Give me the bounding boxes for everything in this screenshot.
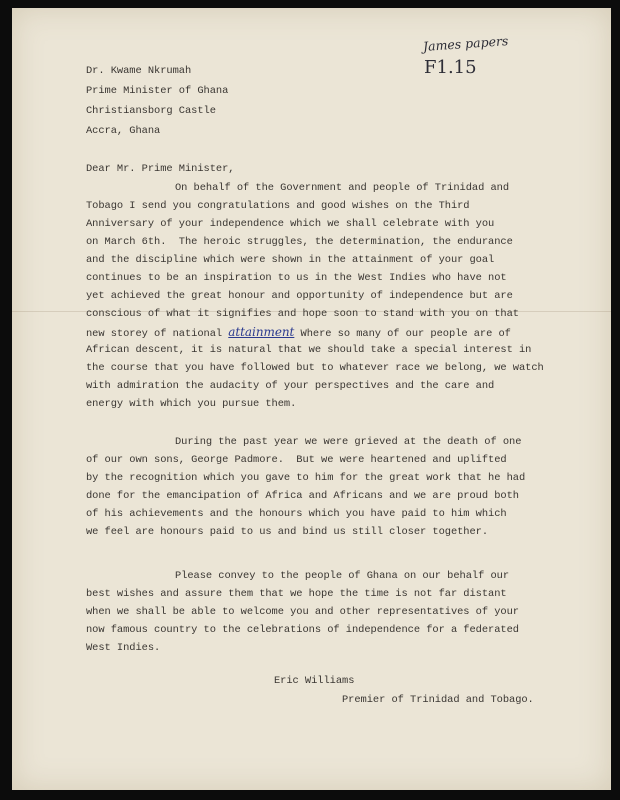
paragraph-line: the course that you have followed but to whatever race we belong, we watch <box>86 362 544 374</box>
address-line: Christiansborg Castle <box>86 105 216 117</box>
paragraph-line: now famous country to the celebrations of independence for a federated <box>86 624 519 636</box>
paragraph-line: of our own sons, George Padmore. But we were heartened and uplifted <box>86 454 507 466</box>
paragraph-line: African descent, it is natural that we should take a special interest in <box>86 344 532 356</box>
paragraph-line: we feel are honours paid to us and bind us still closer together. <box>86 526 489 538</box>
archive-annotation-line1: James papers <box>422 33 509 54</box>
paragraph-line: energy with which you pursue them. <box>86 398 297 410</box>
paragraph-line: best wishes and assure them that we hope the time is not far distant <box>86 588 507 600</box>
paragraph-line: During the past year we were grieved at the death of one <box>175 436 522 448</box>
paragraph-line: On behalf of the Government and people of Trinidad and <box>175 182 510 194</box>
paragraph-line: Please convey to the people of Ghana on our behalf our <box>175 570 510 582</box>
address-line: Prime Minister of Ghana <box>86 85 229 97</box>
archive-annotation-line2: F1.15 <box>424 57 477 78</box>
text-segment: Where so many of our people are of <box>300 328 511 340</box>
paragraph-line: yet achieved the great honour and opportunity of independence but are <box>86 290 513 302</box>
paragraph-line: with admiration the audacity of your perspectives and the care and <box>86 380 495 392</box>
address-line: Dr. Kwame Nkrumah <box>86 65 192 77</box>
paragraph-line <box>86 326 511 341</box>
paragraph-line: West Indies. <box>86 642 161 654</box>
text-segment: new storey of national <box>86 328 223 340</box>
paragraph-line: continues to be an inspiration to us in the West Indies who have not <box>86 272 507 284</box>
address-line: Accra, Ghana <box>86 125 161 137</box>
paragraph-line: on March 6th. The heroic struggles, the determination, the endurance <box>86 236 513 248</box>
paragraph-line: when we shall be able to welcome you and other representatives of your <box>86 606 519 618</box>
letter-page <box>12 8 611 790</box>
paragraph-line: of his achievements and the honours which you have paid to him which <box>86 508 507 520</box>
paragraph-line: by the recognition which you gave to him for the great work that he had <box>86 472 526 484</box>
signatory-name: Eric Williams <box>274 675 355 687</box>
paragraph-line: Anniversary of your independence which we shall celebrate with you <box>86 218 495 230</box>
paragraph-line: conscious of what it signifies and hope soon to stand with you on that <box>86 308 519 320</box>
paragraph-line: Tobago I send you congratulations and good wishes on the Third <box>86 200 470 212</box>
paragraph-line: done for the emancipation of Africa and Africans and we are proud both <box>86 490 519 502</box>
paragraph-line: and the discipline which were shown in the attainment of your goal <box>86 254 495 266</box>
salutation: Dear Mr. Prime Minister, <box>86 163 235 175</box>
handwritten-insertion: attainment <box>228 325 295 339</box>
signatory-title: Premier of Trinidad and Tobago. <box>342 694 534 706</box>
